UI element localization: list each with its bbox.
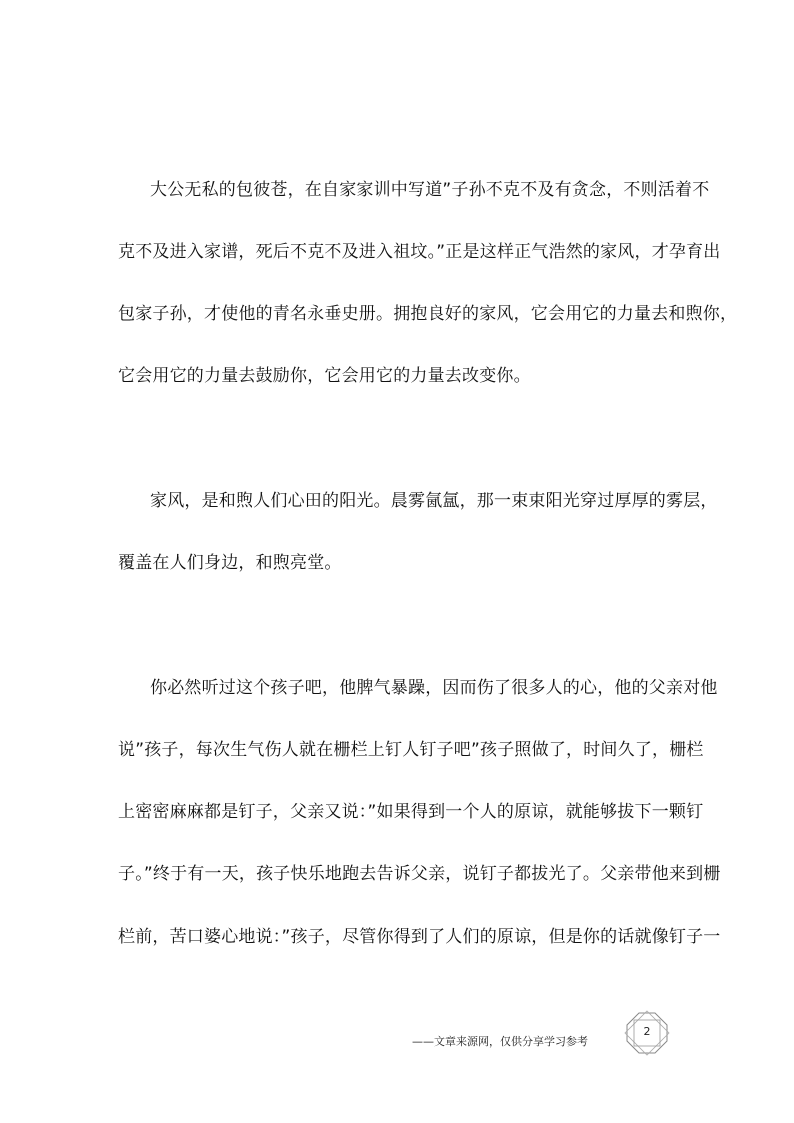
text-line: 你必然听过这个孩子吧，他脾气暴躁，因而伤了很多人的心，他的父亲对他: [150, 678, 718, 698]
page-number: 2: [643, 1025, 651, 1038]
text-line: 上密密麻麻都是钉子，父亲又说：”如果得到一个人的原谅，就能够拔下一颗钉: [118, 802, 704, 822]
text-line: 大公无私的包彼苍，在自家家训中写道”子孙不克不及有贪念，不则活着不: [150, 180, 710, 200]
text-line: 它会用它的力量去鼓励你，它会用它的力量去改变你。: [118, 366, 531, 386]
text-line: 说”孩子，每次生气伤人就在栅栏上钉人钉子吧”孩子照做了，时间久了，栅栏: [118, 740, 704, 760]
text-line: 克不及进入家谱，死后不克不及进入祖坟。”正是这样正气浩然的家风，才孕育出: [118, 242, 721, 262]
text-line: 家风，是和煦人们心田的阳光。晨雾氤氲，那一束束阳光穿过厚厚的雾层，: [150, 491, 718, 511]
page-number-badge: [624, 1010, 670, 1056]
text-line: 包家子孙，才使他的青名永垂史册。拥抱良好的家风，它会用它的力量去和煦你，: [118, 304, 738, 324]
footer-note: ——文章来源网，仅供分享学习参考: [412, 1035, 588, 1048]
text-line: 覆盖在人们身边，和煦亮堂。: [118, 553, 342, 573]
text-line: 子。”终于有一天，孩子快乐地跑去告诉父亲，说钉子都拔光了。父亲带他来到栅: [118, 864, 721, 884]
text-line: 栏前，苦口婆心地说：”孩子，尽管你得到了人们的原谅，但是你的话就像钉子一: [118, 927, 721, 947]
